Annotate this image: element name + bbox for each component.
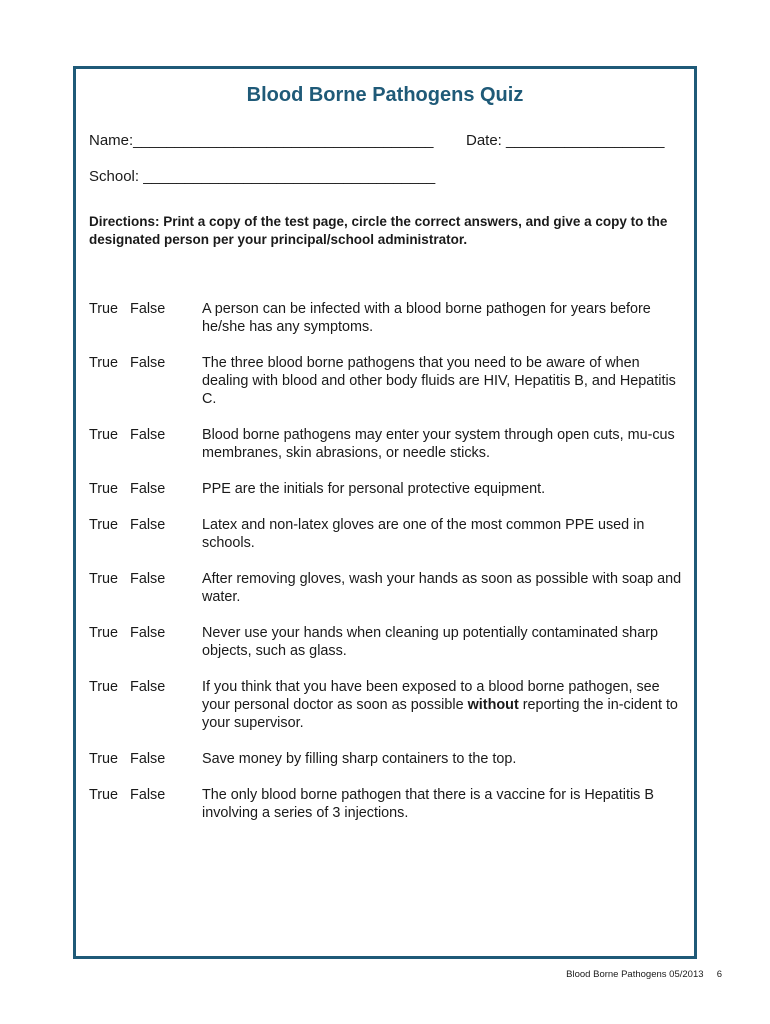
question-text: A person can be infected with a blood borne pathogen for years before he/she has any symptoms. [202,301,651,335]
true-false-choices: True False [89,751,166,767]
page-title: Blood Borne Pathogens Quiz [246,84,524,106]
true-false-choices: True False [89,481,166,497]
question-list [89,300,689,822]
question-item [89,300,689,336]
question-item [89,786,689,822]
true-false-choices: True False [89,427,166,443]
question-text: PPE are the initials for personal protective equipment. [202,481,546,497]
question-item [89,570,689,606]
question-item [89,426,689,462]
page-footer: Blood Borne Pathogens 05/2013 6 [566,969,722,980]
question-text: Never use your hands when cleaning up potentially contaminated sharp objects, such as glass. [202,625,658,659]
date-field: Date: ___________________ [466,132,665,149]
question-item [89,480,689,498]
question-item [89,354,689,408]
question-text: After removing gloves, wash your hands as soon as possible with soap and water. [202,571,682,605]
question-item [89,516,689,552]
question-text: Latex and non-latex gloves are one of the most common PPE used in schools. [202,517,645,551]
question-text: The only blood borne pathogen that there is a vaccine for is Hepatitis B involving a series of 3 injections. [202,787,654,821]
true-false-choices: True False [89,517,166,533]
question-text: The three blood borne pathogens that you need to be aware of when dealing with blood and other body fluids are HIV, Hepatitis B, and Hepatitis C. [202,355,676,407]
true-false-choices: True False [89,625,166,641]
true-false-choices: True False [89,355,166,371]
true-false-choices: True False [89,301,166,317]
school-field: School: ___________________________________ [89,168,436,185]
question-item [89,624,689,660]
true-false-choices: True False [89,679,166,695]
question-text: Save money by filling sharp containers to the top. [202,751,517,767]
question-text: Blood borne pathogens may enter your system through open cuts, mu-cus membranes, skin abrasions, or needle sticks. [202,427,675,461]
question-item [89,750,689,768]
directions-text: Directions: Print a copy of the test page, circle the correct answers, and give a copy to the designated person per your principal/school administrator. [89,214,668,247]
true-false-choices: True False [89,787,166,803]
name-field: Name:____________________________________ [89,132,434,149]
true-false-choices: True False [89,571,166,587]
question-text: If you think that you have been exposed to a blood borne pathogen, see your personal doctor as soon as possible without reporting the in-cident to your supervisor. [202,679,678,731]
question-item [89,678,689,732]
